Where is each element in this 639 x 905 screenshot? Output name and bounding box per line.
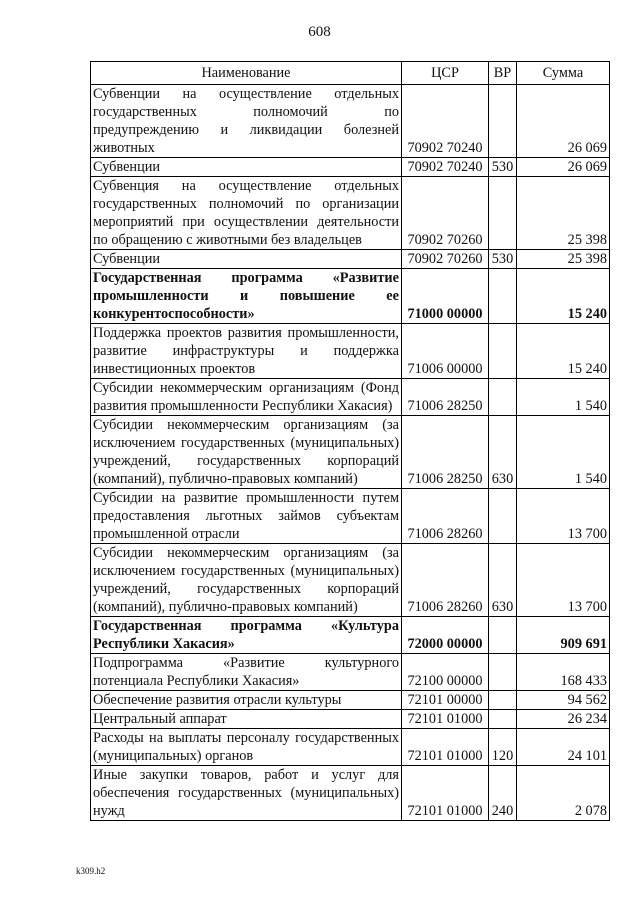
row-vr (489, 85, 517, 158)
table-row (91, 489, 610, 544)
row-name: Субсидии некоммерческим организациям (Фонд развития промышленности Республики Хакасия) (91, 379, 402, 416)
row-vr: 630 (489, 416, 517, 489)
row-name: Подпрограмма «Развитие культурного потенциала Республики Хакасия» (91, 654, 402, 691)
table-row (91, 269, 610, 324)
row-csr: 71006 28260 (402, 544, 489, 617)
header-sum: Сумма (517, 62, 610, 85)
row-vr (489, 691, 517, 710)
row-csr: 70902 70240 (402, 85, 489, 158)
row-sum: 1 540 (517, 379, 610, 416)
row-csr: 71006 28250 (402, 379, 489, 416)
row-vr: 530 (489, 250, 517, 269)
row-name: Субвенции (91, 250, 402, 269)
table-row (91, 691, 610, 710)
row-sum: 13 700 (517, 489, 610, 544)
row-csr: 72000 00000 (402, 617, 489, 654)
row-csr: 72101 01000 (402, 729, 489, 766)
row-sum: 13 700 (517, 544, 610, 617)
row-sum: 24 101 (517, 729, 610, 766)
row-csr: 70902 70260 (402, 250, 489, 269)
row-name: Государственная программа «Культура Республики Хакасия» (91, 617, 402, 654)
row-csr: 71006 28250 (402, 416, 489, 489)
page-number: 608 (308, 24, 331, 40)
table-row (91, 85, 610, 158)
table-row (91, 250, 610, 269)
row-name: Субсидии некоммерческим организациям (за исключением государственных (муниципальных) учреждений, государственных корпораций (компаний), публично-правовых компаний) (91, 416, 402, 489)
row-vr (489, 177, 517, 250)
table-row (91, 617, 610, 654)
row-sum: 2 078 (517, 766, 610, 821)
table-header-row (91, 62, 610, 85)
header-csr: ЦСР (402, 62, 489, 85)
row-name: Центральный аппарат (91, 710, 402, 729)
table-row (91, 158, 610, 177)
row-csr: 72101 00000 (402, 691, 489, 710)
row-vr: 120 (489, 729, 517, 766)
row-csr: 71000 00000 (402, 269, 489, 324)
row-sum: 909 691 (517, 617, 610, 654)
row-name: Субвенция на осуществление отдельных государственных полномочий по организации мероприятий при осуществлении деятельности по обращению с животными без владельцев (91, 177, 402, 250)
row-sum: 25 398 (517, 177, 610, 250)
row-sum: 15 240 (517, 324, 610, 379)
row-name: Субсидии некоммерческим организациям (за исключением государственных (муниципальных) учреждений, государственных корпораций (компаний), публично-правовых компаний) (91, 544, 402, 617)
row-sum: 1 540 (517, 416, 610, 489)
row-vr (489, 654, 517, 691)
table-row (91, 654, 610, 691)
row-sum: 26 234 (517, 710, 610, 729)
row-csr: 71006 00000 (402, 324, 489, 379)
table-row (91, 379, 610, 416)
budget-table (90, 61, 610, 821)
header-name: Наименование (91, 62, 402, 85)
row-csr: 70902 70260 (402, 177, 489, 250)
table-row (91, 544, 610, 617)
table-row (91, 416, 610, 489)
row-sum: 26 069 (517, 158, 610, 177)
row-csr: 70902 70240 (402, 158, 489, 177)
table-row (91, 729, 610, 766)
row-csr: 72101 01000 (402, 766, 489, 821)
row-name: Субсидии на развитие промышленности путем предоставления льготных займов субъектам промышленной отрасли (91, 489, 402, 544)
row-name: Расходы на выплаты персоналу государственных (муниципальных) органов (91, 729, 402, 766)
row-sum: 168 433 (517, 654, 610, 691)
row-vr: 630 (489, 544, 517, 617)
footer-code: k309.h2 (76, 866, 106, 876)
row-name: Обеспечение развития отрасли культуры (91, 691, 402, 710)
row-csr: 72100 00000 (402, 654, 489, 691)
table-row (91, 710, 610, 729)
row-vr (489, 710, 517, 729)
row-vr (489, 324, 517, 379)
table-row (91, 177, 610, 250)
row-vr: 240 (489, 766, 517, 821)
row-sum: 15 240 (517, 269, 610, 324)
table-row (91, 766, 610, 821)
row-name: Субвенции (91, 158, 402, 177)
row-name: Субвенции на осуществление отдельных государственных полномочий по предупреждению и ликвидации болезней животных (91, 85, 402, 158)
row-vr (489, 379, 517, 416)
header-vr: ВР (489, 62, 517, 85)
row-sum: 26 069 (517, 85, 610, 158)
row-vr (489, 489, 517, 544)
row-vr (489, 269, 517, 324)
row-vr (489, 617, 517, 654)
row-sum: 94 562 (517, 691, 610, 710)
row-sum: 25 398 (517, 250, 610, 269)
row-vr: 530 (489, 158, 517, 177)
table-row (91, 324, 610, 379)
row-name: Иные закупки товаров, работ и услуг для обеспечения государственных (муниципальных) нужд (91, 766, 402, 821)
row-name: Поддержка проектов развития промышленности, развитие инфраструктуры и поддержка инвестиционных проектов (91, 324, 402, 379)
row-csr: 72101 01000 (402, 710, 489, 729)
row-name: Государственная программа «Развитие промышленности и повышение ее конкурентоспособности» (91, 269, 402, 324)
row-csr: 71006 28260 (402, 489, 489, 544)
